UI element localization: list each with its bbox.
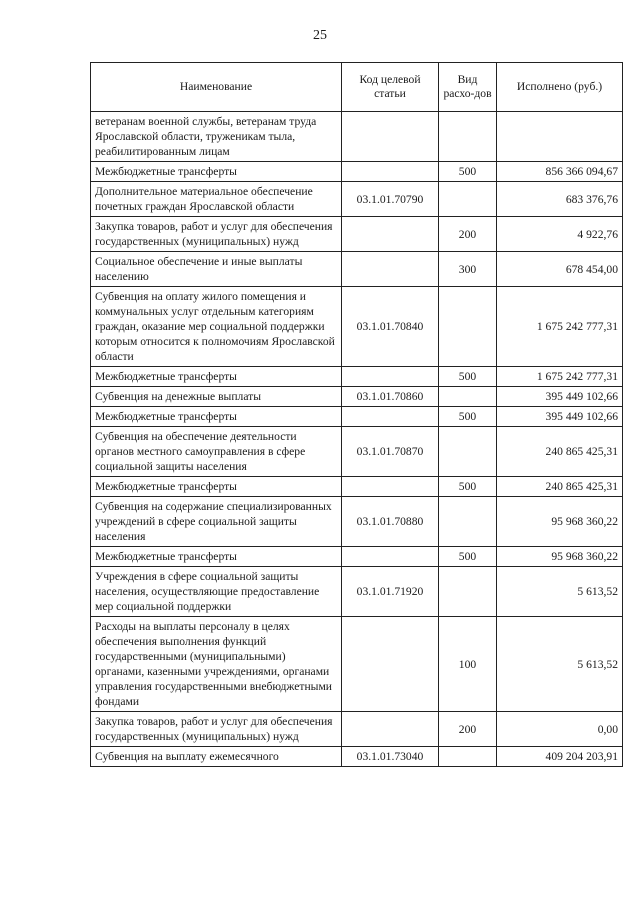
table-row bbox=[91, 252, 623, 287]
row-kind: 500 bbox=[439, 477, 497, 497]
row-name: Межбюджетные трансферты bbox=[91, 547, 342, 567]
row-name: Расходы на выплаты персоналу в целях обеспечения выполнения функций государственными (муниципальными) органами, казенными учреждениями, органами управления государственными внебюджетными фондами bbox=[91, 617, 342, 712]
table-row bbox=[91, 617, 623, 712]
row-kind: 300 bbox=[439, 252, 497, 287]
row-amount: 395 449 102,66 bbox=[497, 387, 623, 407]
row-amount: 1 675 242 777,31 bbox=[497, 287, 623, 367]
row-amount: 240 865 425,31 bbox=[497, 427, 623, 477]
row-code bbox=[342, 617, 439, 712]
table-header-row bbox=[91, 63, 623, 112]
row-name: Социальное обеспечение и иные выплаты населению bbox=[91, 252, 342, 287]
row-amount: 409 204 203,91 bbox=[497, 747, 623, 767]
row-amount: 395 449 102,66 bbox=[497, 407, 623, 427]
row-kind bbox=[439, 497, 497, 547]
header-kind: Вид расхо-дов bbox=[439, 63, 497, 112]
table-row bbox=[91, 747, 623, 767]
row-name: Закупка товаров, работ и услуг для обеспечения государственных (муниципальных) нужд bbox=[91, 712, 342, 747]
row-kind: 200 bbox=[439, 217, 497, 252]
row-amount: 683 376,76 bbox=[497, 182, 623, 217]
row-amount: 856 366 094,67 bbox=[497, 162, 623, 182]
row-code: 03.1.01.70880 bbox=[342, 497, 439, 547]
row-name: Учреждения в сфере социальной защиты населения, осуществляющие предоставление мер социальной поддержки bbox=[91, 567, 342, 617]
table-row bbox=[91, 112, 623, 162]
row-kind bbox=[439, 387, 497, 407]
row-name: Субвенция на содержание специализированных учреждений в сфере социальной защиты населения bbox=[91, 497, 342, 547]
row-amount: 5 613,52 bbox=[497, 567, 623, 617]
header-name: Наименование bbox=[91, 63, 342, 112]
row-kind bbox=[439, 567, 497, 617]
row-amount bbox=[497, 112, 623, 162]
page-number: 25 bbox=[313, 28, 327, 43]
row-code: 03.1.01.71920 bbox=[342, 567, 439, 617]
table-row bbox=[91, 477, 623, 497]
row-kind: 500 bbox=[439, 162, 497, 182]
table-row bbox=[91, 287, 623, 367]
row-name: Субвенция на обеспечение деятельности органов местного самоуправления в сфере социальной защиты населения bbox=[91, 427, 342, 477]
row-amount: 678 454,00 bbox=[497, 252, 623, 287]
row-amount: 95 968 360,22 bbox=[497, 497, 623, 547]
budget-execution-table bbox=[90, 62, 623, 767]
table-row bbox=[91, 407, 623, 427]
row-name: Закупка товаров, работ и услуг для обеспечения государственных (муниципальных) нужд bbox=[91, 217, 342, 252]
row-code: 03.1.01.70870 bbox=[342, 427, 439, 477]
row-code bbox=[342, 712, 439, 747]
table-row bbox=[91, 162, 623, 182]
row-name: Межбюджетные трансферты bbox=[91, 477, 342, 497]
header-amount: Исполнено (руб.) bbox=[497, 63, 623, 112]
row-name: Межбюджетные трансферты bbox=[91, 162, 342, 182]
row-amount: 4 922,76 bbox=[497, 217, 623, 252]
row-kind bbox=[439, 427, 497, 477]
row-code bbox=[342, 477, 439, 497]
row-kind bbox=[439, 112, 497, 162]
table-row bbox=[91, 497, 623, 547]
row-code bbox=[342, 407, 439, 427]
row-amount: 95 968 360,22 bbox=[497, 547, 623, 567]
row-name: Межбюджетные трансферты bbox=[91, 367, 342, 387]
table-row bbox=[91, 427, 623, 477]
row-code bbox=[342, 547, 439, 567]
table-row bbox=[91, 567, 623, 617]
row-code bbox=[342, 252, 439, 287]
row-name: Дополнительное материальное обеспечение почетных граждан Ярославской области bbox=[91, 182, 342, 217]
row-name: ветеранам военной службы, ветеранам труда Ярославской области, труженикам тыла, реабилитированным лицам bbox=[91, 112, 342, 162]
table-row bbox=[91, 547, 623, 567]
table-row bbox=[91, 182, 623, 217]
row-code bbox=[342, 217, 439, 252]
row-kind: 500 bbox=[439, 547, 497, 567]
row-kind: 100 bbox=[439, 617, 497, 712]
row-name: Межбюджетные трансферты bbox=[91, 407, 342, 427]
table-row bbox=[91, 712, 623, 747]
table-row bbox=[91, 387, 623, 407]
row-kind bbox=[439, 182, 497, 217]
table-row bbox=[91, 217, 623, 252]
row-name: Субвенция на денежные выплаты bbox=[91, 387, 342, 407]
row-amount: 0,00 bbox=[497, 712, 623, 747]
row-name: Субвенция на выплату ежемесячного bbox=[91, 747, 342, 767]
row-code: 03.1.01.73040 bbox=[342, 747, 439, 767]
row-kind: 500 bbox=[439, 367, 497, 387]
row-code bbox=[342, 367, 439, 387]
header-code: Код целевой статьи bbox=[342, 63, 439, 112]
row-code: 03.1.01.70840 bbox=[342, 287, 439, 367]
row-code: 03.1.01.70790 bbox=[342, 182, 439, 217]
row-amount: 5 613,52 bbox=[497, 617, 623, 712]
row-name: Субвенция на оплату жилого помещения и коммунальных услуг отдельным категориям граждан, оказание мер социальной поддержки которым относится к полномочиям Ярославской области bbox=[91, 287, 342, 367]
row-amount: 1 675 242 777,31 bbox=[497, 367, 623, 387]
row-code bbox=[342, 112, 439, 162]
row-kind bbox=[439, 287, 497, 367]
row-kind bbox=[439, 747, 497, 767]
row-amount: 240 865 425,31 bbox=[497, 477, 623, 497]
row-code bbox=[342, 162, 439, 182]
row-kind: 500 bbox=[439, 407, 497, 427]
row-code: 03.1.01.70860 bbox=[342, 387, 439, 407]
table-row bbox=[91, 367, 623, 387]
row-kind: 200 bbox=[439, 712, 497, 747]
